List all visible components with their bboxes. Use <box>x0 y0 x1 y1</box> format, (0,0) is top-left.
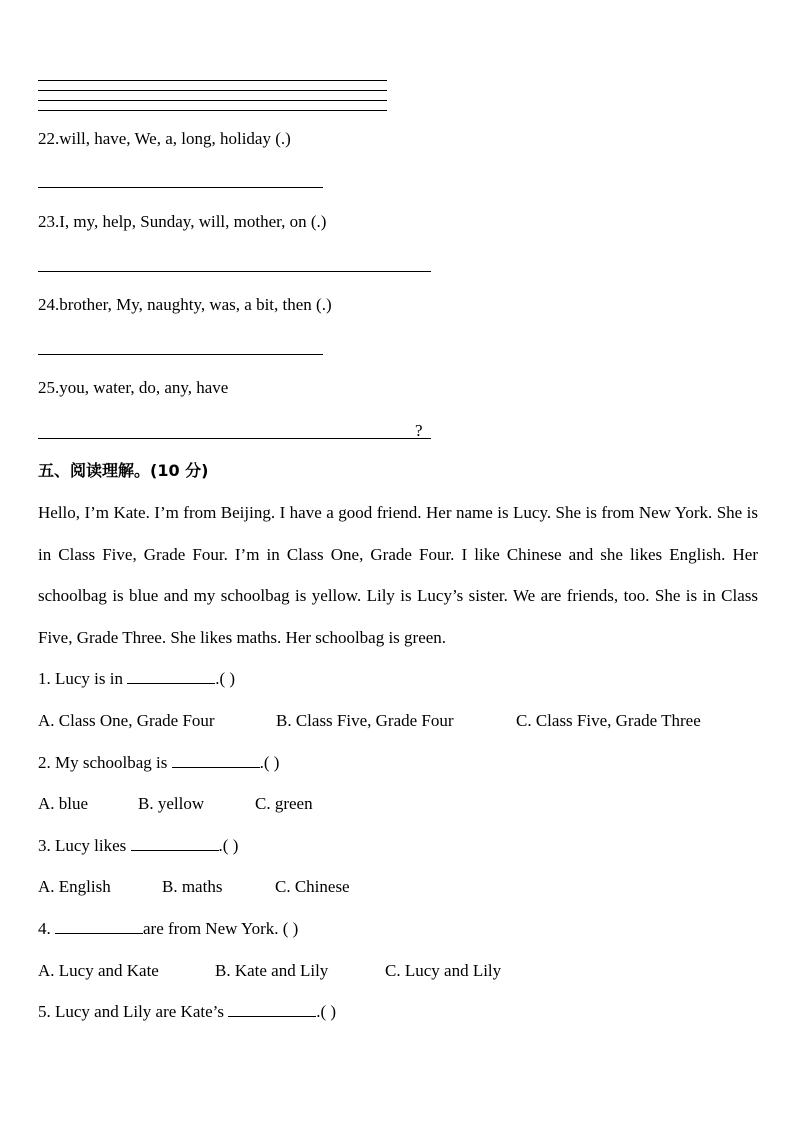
question-suffix: . <box>259 753 264 772</box>
answer-paren[interactable]: ( ) <box>222 836 239 855</box>
answer-paren[interactable]: ( ) <box>263 753 280 772</box>
option-a[interactable]: A. English <box>38 877 111 896</box>
reading-question-3 <box>38 836 238 856</box>
answer-paren[interactable]: ( ) <box>282 919 299 938</box>
reorder-question-22 <box>38 129 291 149</box>
answer-blank[interactable] <box>127 669 215 684</box>
reorder-question-23 <box>38 212 326 232</box>
option-a[interactable]: A. Class One, Grade Four <box>38 711 215 730</box>
option-b[interactable]: B. Kate and Lily <box>215 961 329 980</box>
option-c[interactable]: C. green <box>255 794 313 813</box>
writing-line <box>38 80 387 81</box>
option-c[interactable]: C. Chinese <box>275 877 350 896</box>
question-number: 25 <box>38 378 55 397</box>
answer-paren[interactable]: ( ) <box>320 1002 337 1021</box>
reading-question-5 <box>38 1002 336 1022</box>
option-c[interactable]: C. Class Five, Grade Three <box>516 711 701 730</box>
question-suffix: . <box>316 1002 321 1021</box>
answer-paren[interactable]: ( ) <box>219 669 236 688</box>
reading-question-4 <box>38 919 298 939</box>
option-b[interactable]: B. yellow <box>138 794 205 813</box>
question-words: .you, water, do, any, have <box>55 378 229 397</box>
answer-blank[interactable] <box>228 1002 316 1017</box>
option-a[interactable]: A. blue <box>38 794 89 813</box>
answer-blank[interactable] <box>55 919 143 934</box>
reorder-question-25 <box>38 378 228 398</box>
answer-line-25[interactable] <box>38 438 431 439</box>
question-prefix: 4. <box>38 919 55 938</box>
question-prefix: 5. Lucy and Lily are Kate’s <box>38 1002 229 1021</box>
reading-question-1 <box>38 669 235 689</box>
option-a[interactable]: A. Lucy and Kate <box>38 961 159 980</box>
writing-line <box>38 90 387 91</box>
option-b[interactable]: B. Class Five, Grade Four <box>276 711 454 730</box>
question-prefix: 1. Lucy is in <box>38 669 128 688</box>
answer-blank[interactable] <box>172 753 260 768</box>
question-number: 22 <box>38 129 55 148</box>
question-words: .I, my, help, Sunday, will, mother, on (.) <box>55 212 327 231</box>
question-suffix: . <box>215 669 220 688</box>
option-c[interactable]: C. Lucy and Lily <box>385 961 502 980</box>
question-suffix: are from New York. <box>143 919 283 938</box>
answer-line-24[interactable] <box>38 354 323 355</box>
answer-line-22[interactable] <box>38 187 323 188</box>
section-heading: 五、阅读理解。(10 分) <box>38 461 209 480</box>
writing-line <box>38 110 387 111</box>
question-words: .brother, My, naughty, was, a bit, then (.) <box>55 295 332 314</box>
question-number: 23 <box>38 212 55 231</box>
question-number: 24 <box>38 295 55 314</box>
question-words: .will, have, We, a, long, holiday (.) <box>55 129 291 148</box>
question-prefix: 3. Lucy likes <box>38 836 131 855</box>
reorder-question-24 <box>38 295 332 315</box>
writing-line <box>38 100 387 101</box>
option-b[interactable]: B. maths <box>162 877 223 896</box>
question-mark: ? <box>415 421 423 440</box>
question-prefix: 2. My schoolbag is <box>38 753 172 772</box>
reading-question-2 <box>38 753 279 773</box>
question-suffix: . <box>218 836 223 855</box>
reading-passage: Hello, I’m Kate. I’m from Beijing. I have a good friend. Her name is Lucy. She is from New York. She is in Class Five, Grade Four. I’m in Class One, Grade Four. I like Chinese and she likes English. Her schoolbag is blue and my schoolbag is yellow. Lily is Lucy’s sister. We are friends, too. She is in Class Five, Grade Three. She likes maths. Her schoolbag is green. <box>38 503 758 647</box>
answer-line-23[interactable] <box>38 271 431 272</box>
answer-blank[interactable] <box>131 836 219 851</box>
